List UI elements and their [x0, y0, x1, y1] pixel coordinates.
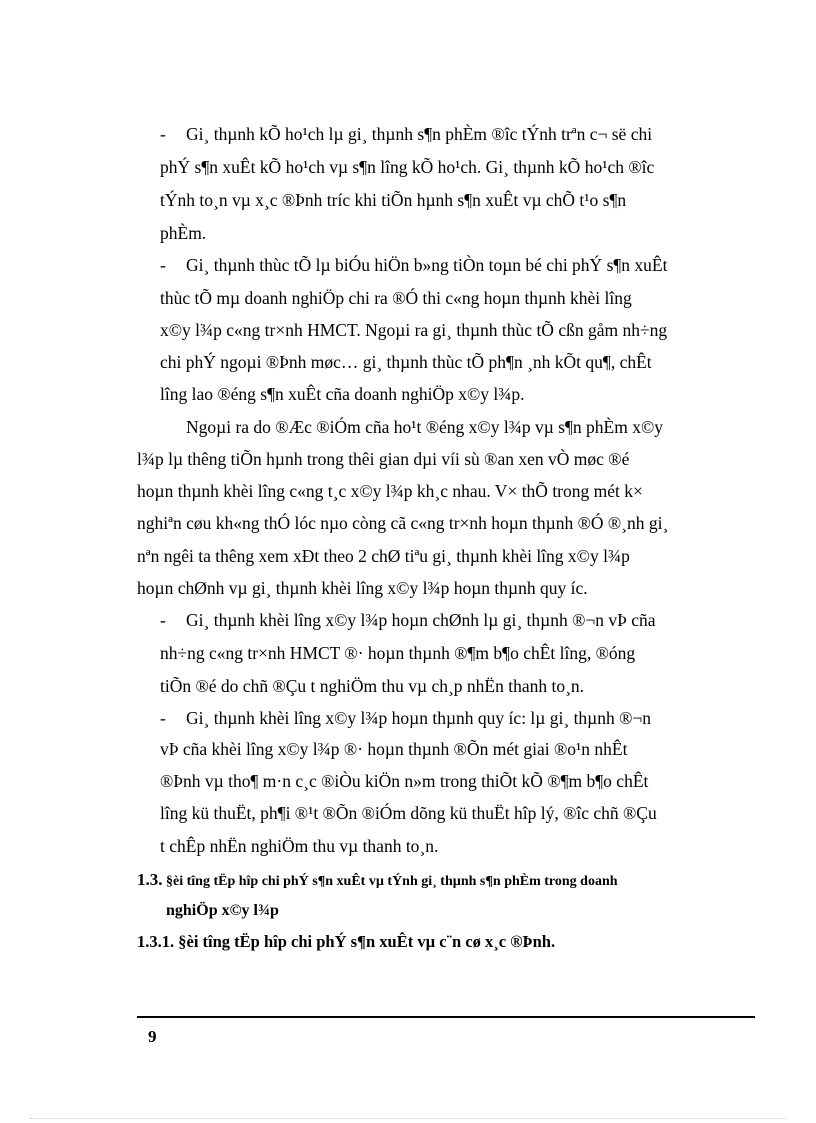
text-line: vÞ cña khèi lîng x©y l¾p ®· hoµn thµnh ®Õn mét giai ®o¹n nhÊt — [160, 739, 628, 759]
section-heading — [137, 868, 618, 893]
text-line: phÈm. — [160, 223, 207, 243]
page-edge-dotted — [30, 1118, 786, 1119]
section-title: §èi tîng tËp hîp chi phÝ s¶n xuÊt vµ tÝnh gi¸ thµnh s¶n phÈm trong doanh — [162, 874, 618, 889]
footer-rule — [137, 1016, 755, 1018]
subsection-heading: 1.3.1. §èi tîng tËp hîp chi phÝ s¶n xuÊt vµ c¨n cø x¸c ®Þnh. — [137, 932, 556, 951]
text-line: nh÷ng c«ng tr×nh HMCT ®· hoµn thµnh ®¶m b¶o chÊt lîng, ®óng — [160, 643, 636, 663]
dash-marker: - — [160, 124, 166, 144]
text-line: lîng lao ®éng s¶n xuÊt cña doanh nghiÖp x©y l¾p. — [160, 384, 525, 404]
text-line: x©y l¾p c«ng tr×nh HMCT. Ngoµi ra gi¸ thµnh thùc tÕ cßn gåm nh÷ng — [160, 320, 668, 340]
dash-marker: - — [160, 610, 166, 630]
text-line: Gi¸ thµnh kÕ ho¹ch lµ gi¸ thµnh s¶n phÈm ®îc tÝnh trªn c¬ së chi — [186, 124, 653, 144]
section-title-continued: nghiÖp x©y l¾p — [166, 902, 279, 919]
text-line: lîng kü thuËt, ph¶i ®¹t ®Õn ®iÓm dõng kü thuËt hîp lý, ®îc chñ ®Çu — [160, 803, 657, 823]
text-line: tÝnh to¸n vµ x¸c ®Þnh tríc khi tiÕn hµnh s¶n xuÊt vµ chÕ t¹o s¶n — [160, 190, 627, 210]
text-line: Gi¸ thµnh khèi lîng x©y l¾p hoµn thµnh quy íc: lµ gi¸ thµnh ®¬n — [186, 708, 652, 728]
text-line: tiÕn ®é do chñ ®Çu t nghiÖm thu vµ ch¸p nhËn thanh to¸n. — [160, 676, 585, 696]
text-line: thùc tÕ mµ doanh nghiÖp chi ra ®Ó thi c«ng hoµn thµnh khèi lîng — [160, 288, 632, 308]
dash-marker: - — [160, 255, 166, 275]
text-line: Gi¸ thµnh khèi lîng x©y l¾p hoµn chØnh lµ gi¸ thµnh ®¬n vÞ cña — [186, 610, 656, 630]
text-line: l¾p lµ thêng tiÕn hµnh trong thêi gian dµi víi sù ®an xen vÒ møc ®é — [137, 449, 630, 469]
dash-marker: - — [160, 708, 166, 728]
text-line: t chÊp nhËn nghiÖm thu vµ thanh to¸n. — [160, 836, 439, 856]
text-line: Gi¸ thµnh thùc tÕ lµ biÓu hiÖn b»ng tiÒn toµn bé chi phÝ s¶n xuÊt — [186, 255, 668, 275]
text-line: chi phÝ ngoµi ®Þnh møc… gi¸ thµnh thùc tÕ ph¶n ¸nh kÕt qu¶, chÊt — [160, 352, 652, 372]
text-line: hoµn thµnh khèi lîng c«ng t¸c x©y l¾p kh¸c nhau. V× thÕ trong mét k× — [137, 481, 643, 501]
text-line: hoµn chØnh vµ gi¸ thµnh khèi lîng x©y l¾p hoµn thµnh quy íc. — [137, 578, 588, 598]
text-line: phÝ s¶n xuÊt kÕ ho¹ch vµ s¶n lîng kÕ ho¹ch. Gi¸ thµnh kÕ ho¹ch ®îc — [160, 157, 655, 177]
text-line: nghiªn cøu kh«ng thÓ lóc nµo còng cã c«ng tr×nh hoµn thµnh ®Ó ®¸nh gi¸ — [137, 513, 669, 533]
page-number: 9 — [148, 1027, 157, 1046]
section-number: 1.3. — [137, 870, 163, 889]
text-line: Ngoµi ra do ®Æc ®iÓm cña ho¹t ®éng x©y l¾p vµ s¶n phÈm x©y — [186, 417, 663, 437]
text-line: nªn ngêi ta thêng xem xÐt theo 2 chØ tiªu gi¸ thµnh khèi lîng x©y l¾p — [137, 546, 630, 566]
text-line: ®Þnh vµ tho¶ m·n c¸c ®iÒu kiÖn n»m trong thiÕt kÕ ®¶m b¶o chÊt — [160, 771, 649, 791]
